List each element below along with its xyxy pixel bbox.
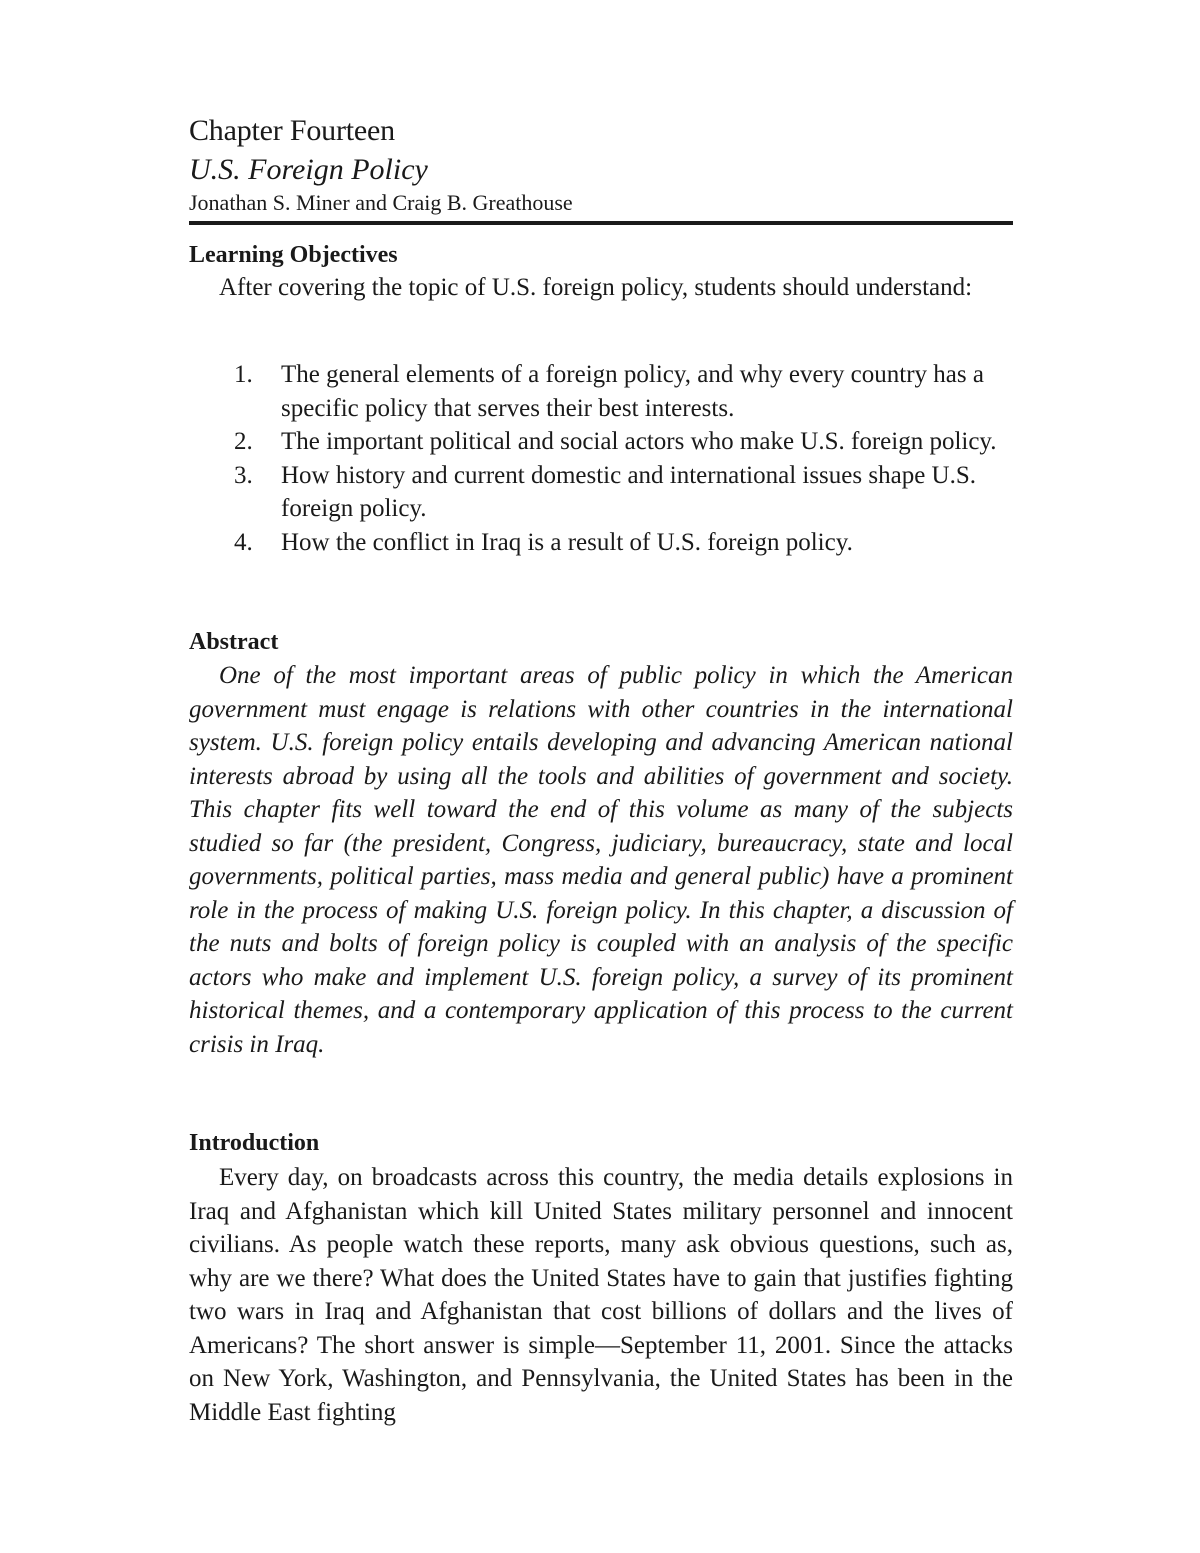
introduction-heading: Introduction bbox=[189, 1130, 320, 1156]
objective-item bbox=[189, 358, 1013, 425]
chapter-label: Chapter Fourteen bbox=[189, 114, 395, 147]
objective-number: 3. bbox=[234, 461, 253, 489]
introduction-text: Every day, on broadcasts across this country, the media details explosions in Iraq and Afghanistan which kill United States military personnel and innocent civilians. As people watch these reports, many ask obvious questions, such as, why are we there? What does the United States have to gain that justifies fighting two wars in Iraq and Afghanistan that cost billions of dollars and the lives of Americans? The short answer is simple—September 11, 2001. Since the attacks on New York, Washington, and Pennsylvania, the United States has been in the Middle East fighting bbox=[189, 1164, 1013, 1426]
abstract-heading: Abstract bbox=[189, 629, 279, 655]
objective-text: How history and current domestic and international issues shape U.S. foreign policy. bbox=[281, 461, 976, 522]
objective-number: 1. bbox=[234, 361, 253, 388]
header-rule bbox=[189, 221, 1013, 225]
abstract-text: One of the most important areas of public policy in which the American government must engage is relations with other countries in the international system. U.S. foreign policy entails developing and advancing American national interests abroad by using all the tools and abilities of government and society. This chapter fits well toward the end of this volume as many of the subjects studied so far (the president, Congress, judiciary, bureaucracy, state and local governments, political parties, mass media and general public) have a prominent role in the process of making U.S. foreign policy. In this chapter, a discussion of the nuts and bolts of foreign policy is coupled with an analysis of the specific actors who make and implement U.S. foreign policy, a survey of its prominent historical themes, and a contemporary application of this process to the current crisis in Iraq. bbox=[189, 662, 1013, 1058]
objective-text: The important political and social actors who make U.S. foreign policy. bbox=[281, 428, 997, 455]
objective-item bbox=[189, 459, 1013, 526]
learning-objectives-intro: After covering the topic of U.S. foreign policy, students should understand: bbox=[219, 274, 973, 301]
objective-number: 2. bbox=[234, 428, 253, 455]
objective-text: How the conflict in Iraq is a result of U.S. foreign policy. bbox=[281, 528, 853, 556]
learning-objectives-heading: Learning Objectives bbox=[189, 242, 398, 268]
objective-number: 4. bbox=[234, 528, 253, 556]
chapter-title: U.S. Foreign Policy bbox=[189, 153, 428, 186]
objective-item bbox=[189, 526, 1013, 560]
objective-item bbox=[189, 425, 1013, 459]
learning-objectives-list bbox=[189, 358, 1013, 559]
objective-text: The general elements of a foreign policy, and why every country has a specific policy that serves their best interests. bbox=[281, 361, 984, 422]
chapter-authors: Jonathan S. Miner and Craig B. Greathouse bbox=[189, 190, 573, 215]
